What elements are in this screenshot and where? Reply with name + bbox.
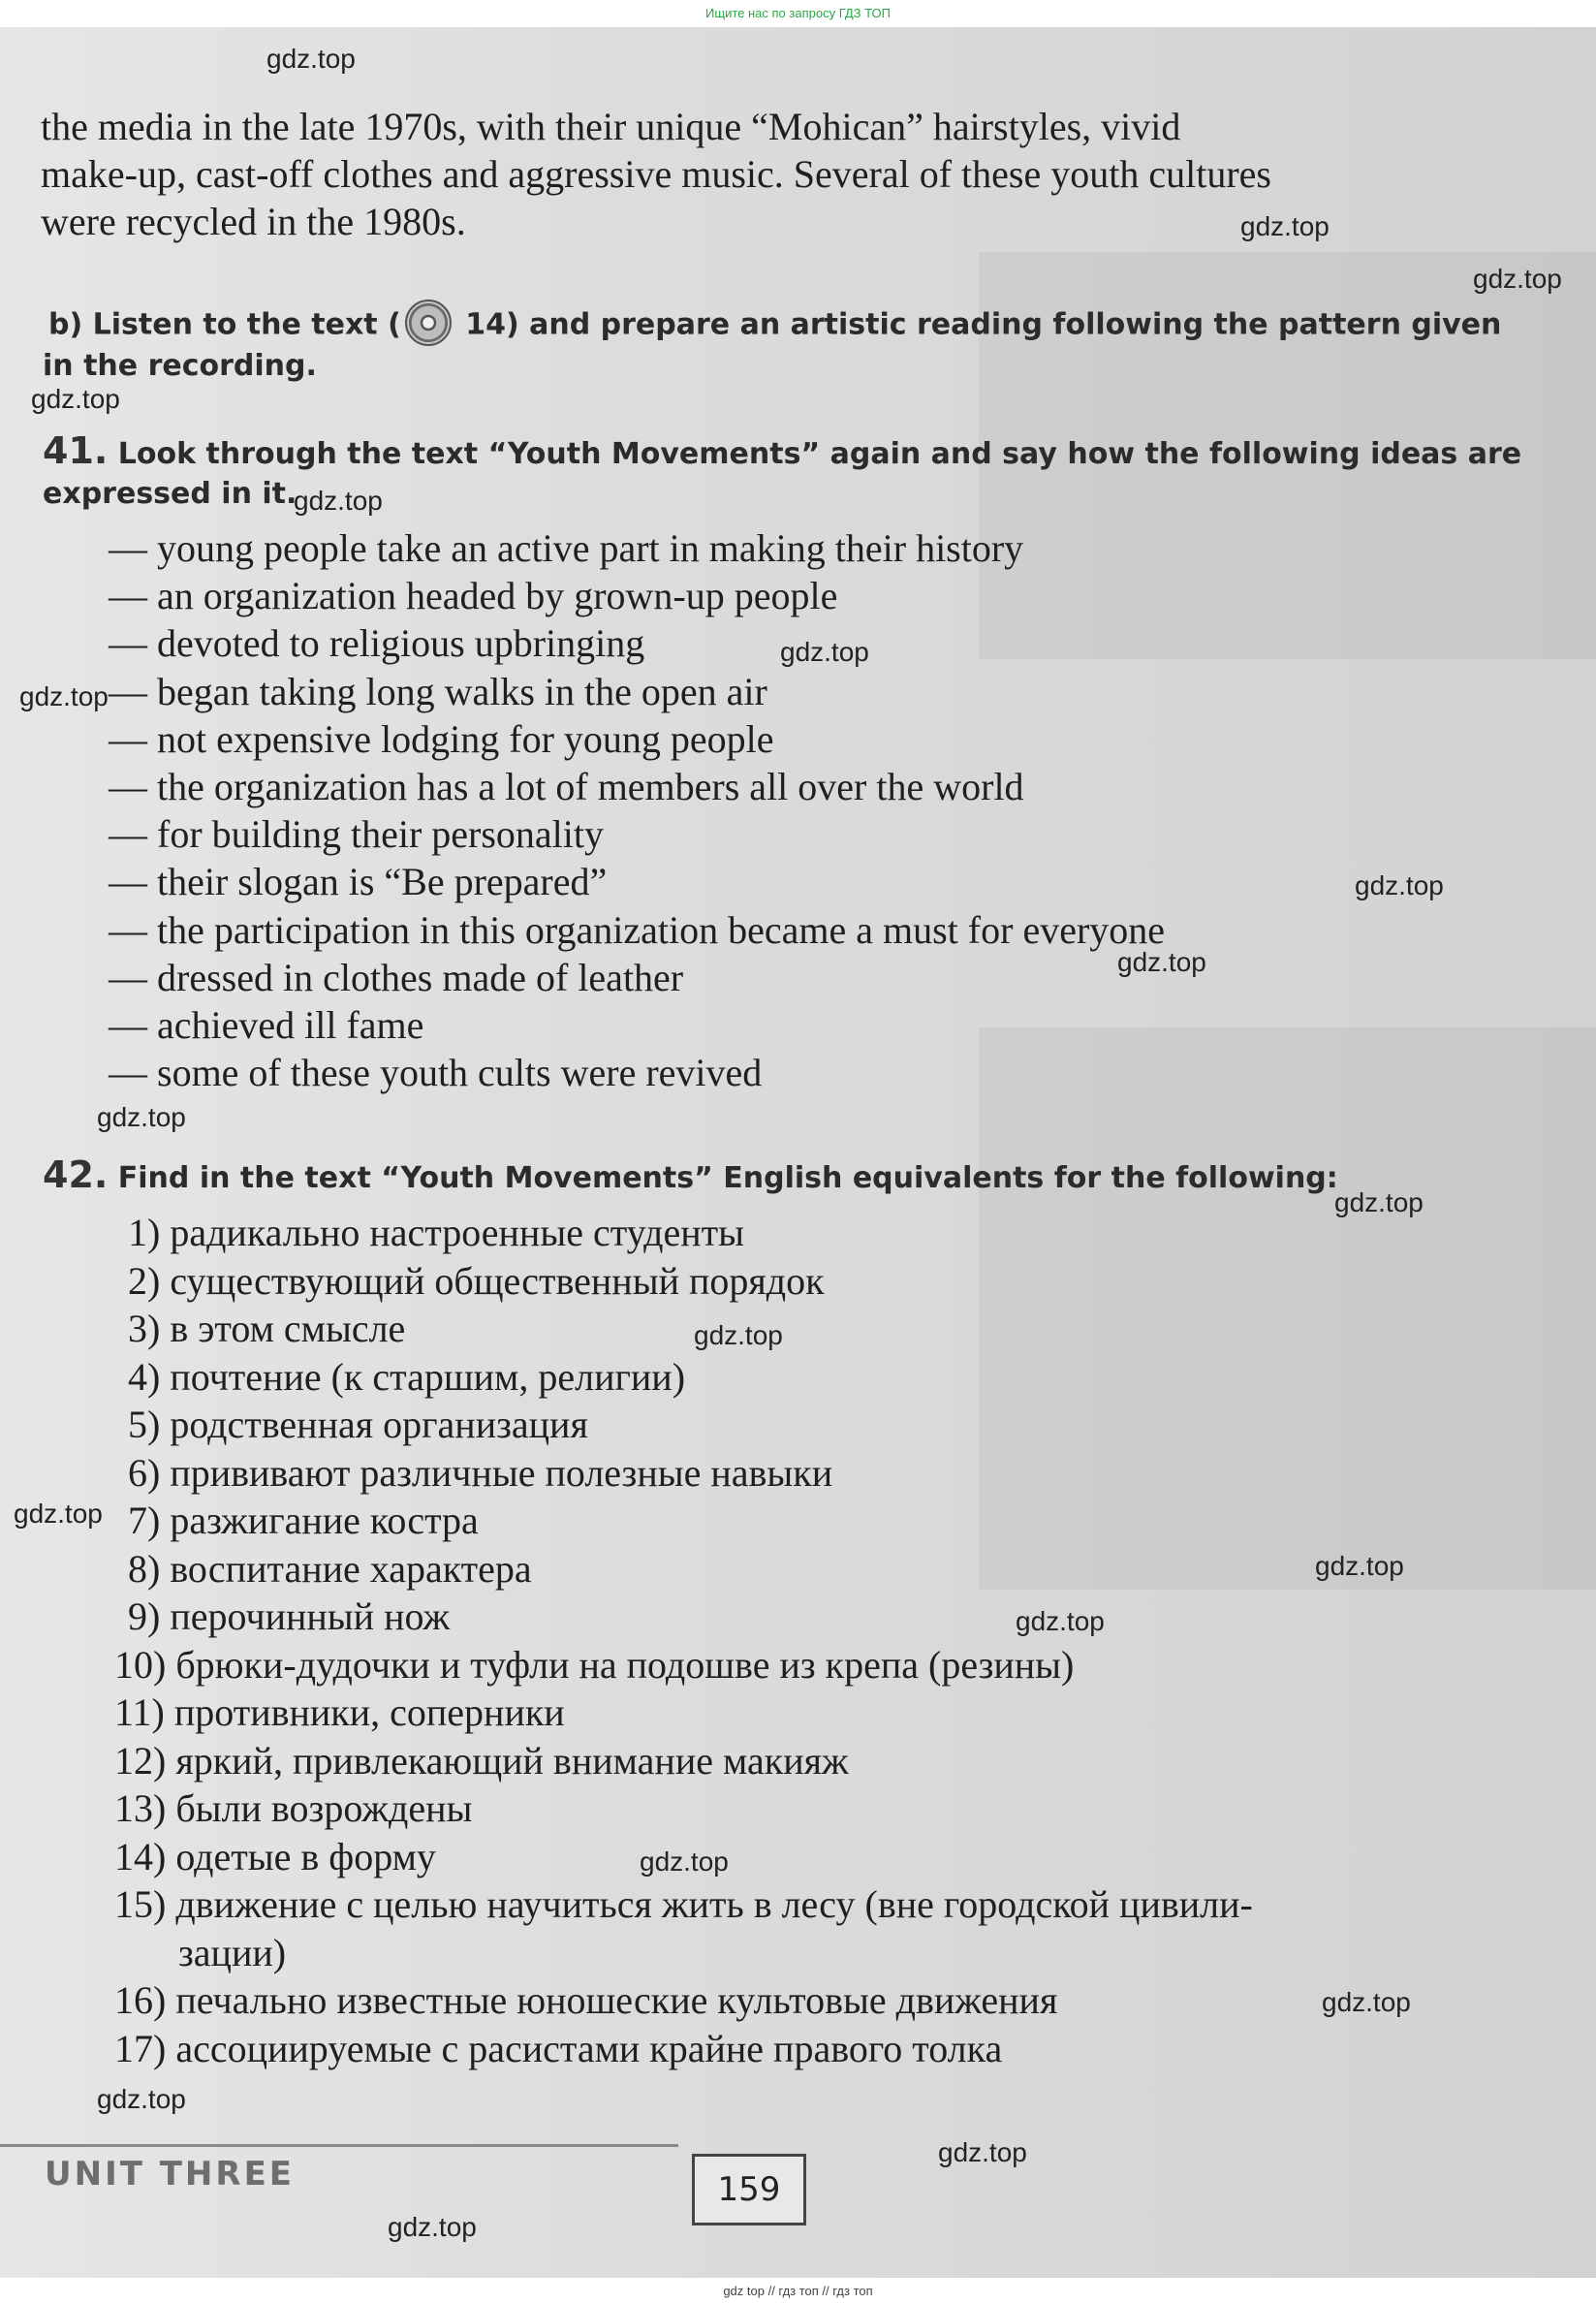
intro-line: were recycled in the 1980s. (41, 200, 466, 243)
task-b-line2: in the recording. (43, 349, 317, 383)
list-item: — some of these youth cults were revived (109, 1051, 763, 1095)
page-number: 159 (692, 2154, 806, 2225)
list-item: — achieved ill fame (109, 1003, 424, 1048)
watermark: gdz.top (640, 1846, 729, 1877)
list-item: 11) противники, соперники (114, 1690, 565, 1734)
list-item: 17) ассоциируемые с расистами крайне правого толка (114, 2026, 1003, 2070)
intro-line: the media in the late 1970s, with their unique “Mohican” hairstyles, vivid (41, 105, 1181, 148)
list-item: 3) в этом смысле (128, 1307, 406, 1350)
list-item: 1) радикально настроенные студенты (128, 1211, 744, 1254)
intro-line: make-up, cast-off clothes and aggressive music. Several of these youth cultures (41, 152, 1271, 196)
list-item: 9) перочинный нож (128, 1594, 451, 1638)
cd-icon (405, 300, 452, 346)
watermark: gdz.top (780, 637, 869, 667)
list-item: — not expensive lodging for young people (109, 716, 774, 761)
list-item: — began taking long walks in the open air (109, 669, 767, 713)
list-item: 16) печально известные юношеские культовые движения (114, 1978, 1058, 2022)
watermark: gdz.top (1315, 1551, 1404, 1581)
list-item: — devoted to religious upbringing (109, 621, 645, 666)
list-item: 15) движение с целью научиться жить в лесу (вне городской цивили- (114, 1882, 1253, 1926)
ex41-heading (43, 429, 1521, 472)
watermark: gdz.top (938, 2137, 1027, 2167)
bottom-banner[interactable]: gdz top // гдз топ // гдз топ (0, 2278, 1596, 2304)
list-item: — for building their personality (109, 812, 605, 857)
watermark: gdz.top (97, 1102, 186, 1132)
watermark: gdz.top (294, 486, 383, 516)
list-item: 14) одетые в форму (114, 1834, 436, 1878)
ex42-instruction: Find in the text “Youth Movements” English equivalents for the following: (117, 1161, 1338, 1195)
list-item-cont: зации) (178, 1930, 287, 1974)
list-item: 4) почтение (к старшим, религии) (128, 1354, 686, 1399)
ex42-heading (43, 1153, 1338, 1196)
watermark: gdz.top (1016, 1606, 1105, 1636)
list-item: — dressed in clothes made of leather (109, 955, 684, 999)
footer-rule (0, 2144, 678, 2147)
watermark: gdz.top (1355, 870, 1444, 900)
ex41-instruction-cont: expressed in it. (43, 477, 297, 511)
list-item: 8) воспитание характера (128, 1546, 532, 1591)
task-b-text: b) Listen to the text ( (48, 307, 401, 342)
watermark: gdz.top (19, 681, 109, 711)
ex41-instruction: Look through the text “Youth Movements” again and say how the following ideas are (117, 437, 1522, 471)
list-item: — young people take an active part in making their history (109, 526, 1024, 570)
watermark: gdz.top (388, 2212, 477, 2242)
ex41-list (109, 524, 1165, 1096)
list-item: — their slogan is “Be prepared” (109, 860, 608, 904)
ex41-number: 41. (43, 429, 109, 472)
list-item: — an organization headed by grown-up people (109, 574, 838, 618)
watermark: gdz.top (1240, 211, 1330, 241)
list-item: — the participation in this organization became a must for everyone (109, 907, 1166, 952)
watermark: gdz.top (97, 2084, 186, 2114)
ex42-number: 42. (43, 1153, 109, 1196)
list-item: — the organization has a lot of members all over the world (109, 765, 1024, 809)
watermark: gdz.top (266, 44, 356, 74)
ex42-list (114, 1209, 1253, 2072)
watermark: gdz.top (14, 1499, 103, 1529)
list-item: 6) прививают различные полезные навыки (128, 1450, 833, 1495)
watermark: gdz.top (694, 1320, 783, 1350)
watermark: gdz.top (1117, 947, 1206, 977)
list-item: 13) были возрождены (114, 1786, 473, 1830)
list-item: 10) брюки-дудочки и туфли на подошве из крепа (резины) (114, 1642, 1075, 1687)
unit-title: UNIT THREE (45, 2155, 296, 2194)
task-b-line1 (48, 302, 1501, 349)
watermark: gdz.top (31, 384, 120, 414)
watermark: gdz.top (1334, 1187, 1424, 1217)
top-banner[interactable]: Ищите нас по запросу ГДЗ ТОП (0, 0, 1596, 27)
list-item: 5) родственная организация (128, 1403, 588, 1446)
list-item: 7) разжигание костра (128, 1499, 479, 1542)
list-item: 2) существующий общественный порядок (128, 1258, 825, 1303)
list-item: 12) яркий, привлекающий внимание макияж (114, 1738, 849, 1783)
task-b-text-cont: 14) and prepare an artistic reading following the pattern given (454, 307, 1502, 342)
watermark: gdz.top (1322, 1987, 1411, 2017)
watermark: gdz.top (1473, 264, 1562, 294)
